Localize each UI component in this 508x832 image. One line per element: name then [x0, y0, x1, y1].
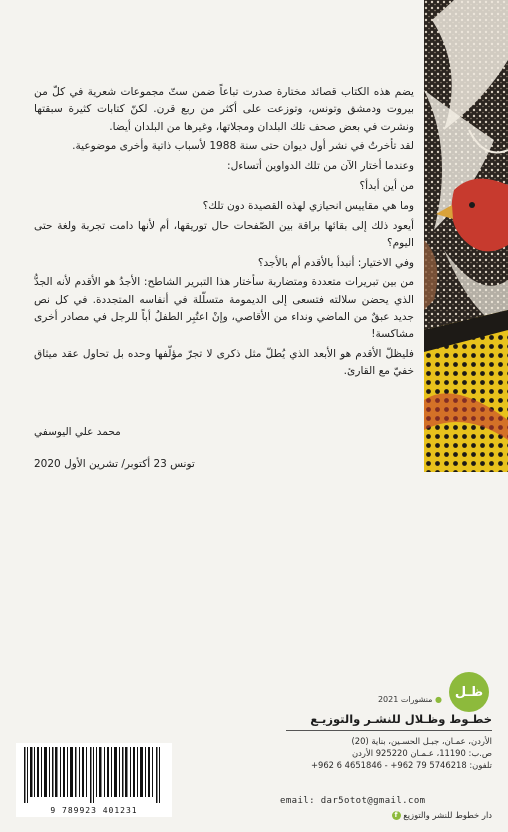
paragraph: أيعود ذلك إلى بقائها براقة بين الصّفحات حال توريقها، أم لأنها دامت تجربة ولغة حتى اليوم؟: [34, 219, 414, 249]
cover-artwork: [424, 0, 508, 472]
isbn-number: 9 789923 401231: [50, 806, 138, 815]
publication-year-label: منشورات 2021: [377, 695, 433, 704]
author-signature: محمد علي اليوسفي: [34, 426, 121, 438]
divider: [286, 730, 492, 731]
address-line: ص.ب: 11190، عـمـان 925220 الأردن: [352, 748, 492, 758]
social-link[interactable]: [300, 810, 492, 820]
publisher-name: خطـوط وظـلال للنشـر والتوزيـع: [310, 712, 492, 726]
facebook-icon: f: [392, 811, 401, 820]
address-line: الأردن، عمـان، جبـل الحسـين، بناية (20): [351, 736, 492, 746]
email-address[interactable]: email: dar5otot@gmail.com: [280, 796, 426, 806]
paragraph: وما هي مقاييس انحيازي لهذه القصيدة دون تلك؟: [202, 199, 414, 212]
paragraph: وفي الاختيار: أنبدأ بالأقدم أم بالأجد؟: [257, 256, 414, 269]
paragraph: لقد تأخرتُ في نشر أول ديوان حتى سنة 1988 لأسباب ذاتية وأخرى موضوعية.: [72, 140, 414, 153]
paragraph: وعندما أختار الآن من تلك الدواوين أتساءل:: [227, 160, 414, 173]
bullet-icon: ●: [435, 695, 442, 704]
isbn-barcode: [16, 743, 172, 817]
paragraph: يضم هذه الكتاب قصائد مختارة صدرت تباعاً ضمن ستّ مجموعات شعرية في كلّ من بيروت ودمشق وتونس، وتوزعت على أكثر من ربع قرن. لكنّ كتابات كثيرة سبقتها ونشرت في بعض صحف تلك البلدان ومجلاتها، وغيرها من البلدان أيضا.: [34, 86, 414, 133]
publication-year: [300, 695, 442, 704]
barcode-bars: [22, 747, 166, 803]
social-label: دار خطوط للنشر والتوزيع: [403, 810, 492, 820]
date-line: تونس 23 أكتوبر/ تشرين الأول 2020: [34, 458, 195, 470]
publisher-logo: [449, 672, 489, 712]
paragraph: من أين أبدأ؟: [359, 179, 414, 192]
phone-line: تلفون: 5746218 79 962+ - 4651846 6 962+: [310, 760, 492, 770]
paragraph: من بين تبريرات متعددة ومتضاربة سأختار هذا التبرير الشاطح: الأجدُ هو الأقدم لأنه الجدُّ الذي يحضن سلالته فتسعى إلى الديمومة متسلّلة في أنفاسه المتجددة. في كل نص جديد عبقٌ من الماضي ونداء من الأقاصي، وإنْ اعتُبِر الطفلُ أباً للرجل في مصادر أخرى مشاكسة!: [34, 276, 414, 341]
paragraph: فليظلّ الأقدم هو الأبعد الذي يُطلّ مثل ذكرى لا تجرّ مؤلّفها وحده بل تحاول عقد ميثاق خفيّ مع القارئ.: [34, 348, 414, 378]
blurb-text: [34, 84, 414, 383]
publisher-logo-text: ظـل: [454, 684, 484, 700]
